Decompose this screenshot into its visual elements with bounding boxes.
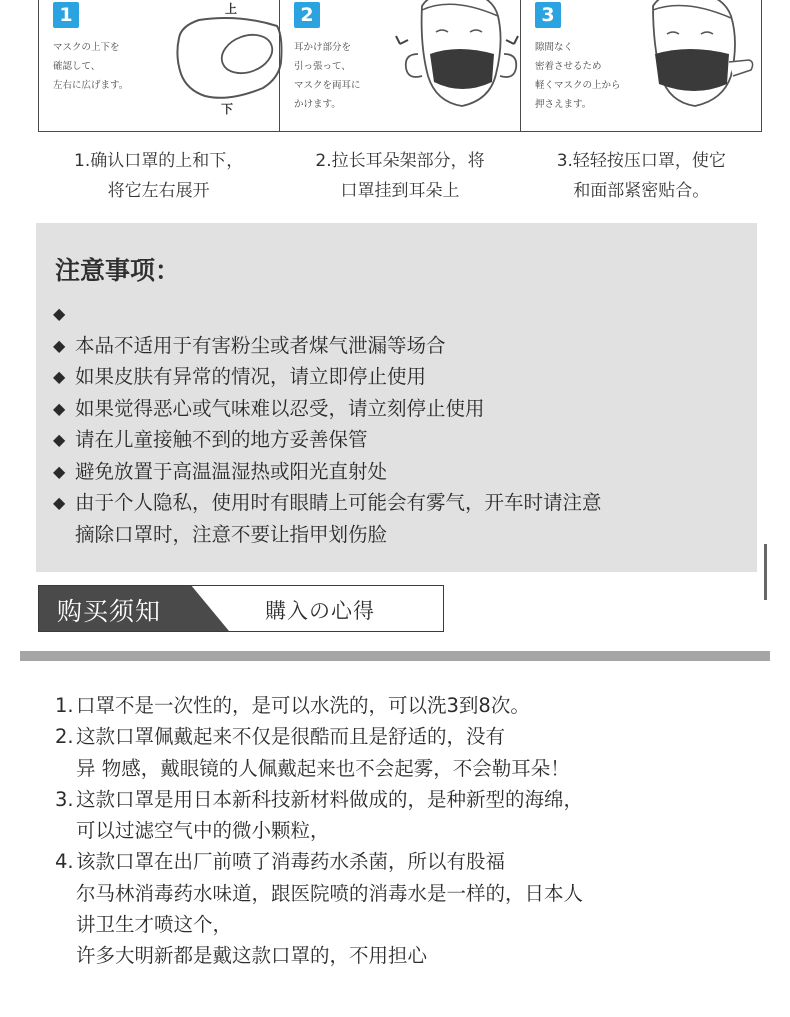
step-caption: 2.拉长耳朵架部分，将 口罩挂到耳朵上	[315, 151, 485, 201]
step-japanese-text: マスクの上下を 確認して、 左右に広げます。	[53, 42, 129, 91]
notice-box	[36, 223, 757, 572]
step-number: 3	[535, 2, 561, 28]
step-japanese-text: 隙間なく 密着させるため 軽くマスクの上から 押さえます。	[535, 42, 621, 110]
notice-item: ◆ 请在儿童接触不到的地方妥善保管	[53, 424, 753, 456]
purchase-note-item: 4. 该款口罩在出厂前喷了消毒药水杀菌，所以有股福 尔马林消毒药水味道，跟医院喷的消毒水是一样的，日本人 讲卫生才喷这个， 许多大明新都是戴这款口罩的，不用担心	[55, 846, 755, 971]
bullet-icon: ◆	[53, 461, 66, 481]
notice-item: ◆ 本品不适用于有害粉尘或者煤气泄漏等场合	[53, 330, 753, 362]
bullet-icon: ◆	[53, 304, 66, 323]
scroll-marker	[764, 544, 767, 600]
step-captions	[38, 146, 762, 206]
bullet-icon: ◆	[53, 335, 66, 355]
step-2	[279, 0, 520, 131]
step-number: 1	[53, 2, 79, 28]
instruction-steps	[38, 0, 762, 132]
step-caption: 3.轻轻按压口罩，使它 和面部紧密贴合。	[556, 151, 726, 201]
purchase-notice-tab	[38, 585, 444, 632]
notice-item	[53, 298, 753, 330]
top-mark: 上	[225, 2, 238, 16]
bullet-icon: ◆	[53, 367, 66, 386]
notice-item: ◆ 如果觉得恶心或气味难以忍受，请立刻停止使用	[53, 393, 753, 425]
face-mask-hooking-illustration	[392, 0, 522, 128]
bullet-icon: ◆	[53, 493, 66, 512]
tab-label-chinese: 购买须知	[57, 597, 162, 626]
purchase-note-item: 3. 这款口罩是用日本新科技新材料做成的，是种新型的海绵， 可以过滤空气中的微小颗粒，	[55, 784, 755, 847]
purchase-note-item: 1. 口罩不是一次性的，是可以水洗的，可以洗3到8次。	[55, 690, 755, 721]
purchase-note-item: 2. 这款口罩佩戴起来不仅是很酷而且是舒适的，没有 异 物感，戴眼镜的人佩戴起来也不会起雾，不会勒耳朵！	[55, 721, 755, 784]
bottom-mark: 下	[221, 102, 234, 116]
face-mask-pressing-illustration	[639, 0, 757, 128]
item-number: 1.	[55, 694, 74, 717]
tab-label-japanese: 購入の心得	[265, 599, 375, 623]
item-number: 3.	[55, 787, 74, 811]
notice-item: ◆ 由于个人隐私，使用时有眼睛上可能会有雾气，开车时请注意 摘除口罩时，注意不要让指甲划伤脸	[53, 487, 753, 550]
bullet-icon: ◆	[53, 430, 66, 449]
step-1	[39, 0, 279, 131]
step-3	[520, 0, 761, 131]
section-divider	[20, 651, 770, 661]
item-number: 4.	[55, 850, 74, 874]
step-number: 2	[294, 2, 320, 28]
notice-item: ◆ 如果皮肤有异常的情况，请立即停止使用	[53, 361, 753, 393]
bullet-icon: ◆	[53, 398, 66, 418]
step-japanese-text: 耳かけ部分を 引っ張って、 マスクを両耳に かけます。	[294, 42, 361, 110]
item-number: 2.	[55, 725, 74, 749]
notice-list	[53, 298, 753, 550]
purchase-notes	[55, 690, 755, 972]
step-caption: 1.确认口罩的上和下， 将它左右展开	[74, 151, 244, 201]
notice-item: ◆ 避免放置于高温温湿热或阳光直射处	[53, 456, 753, 488]
notice-title: 注意事项：	[55, 256, 181, 285]
